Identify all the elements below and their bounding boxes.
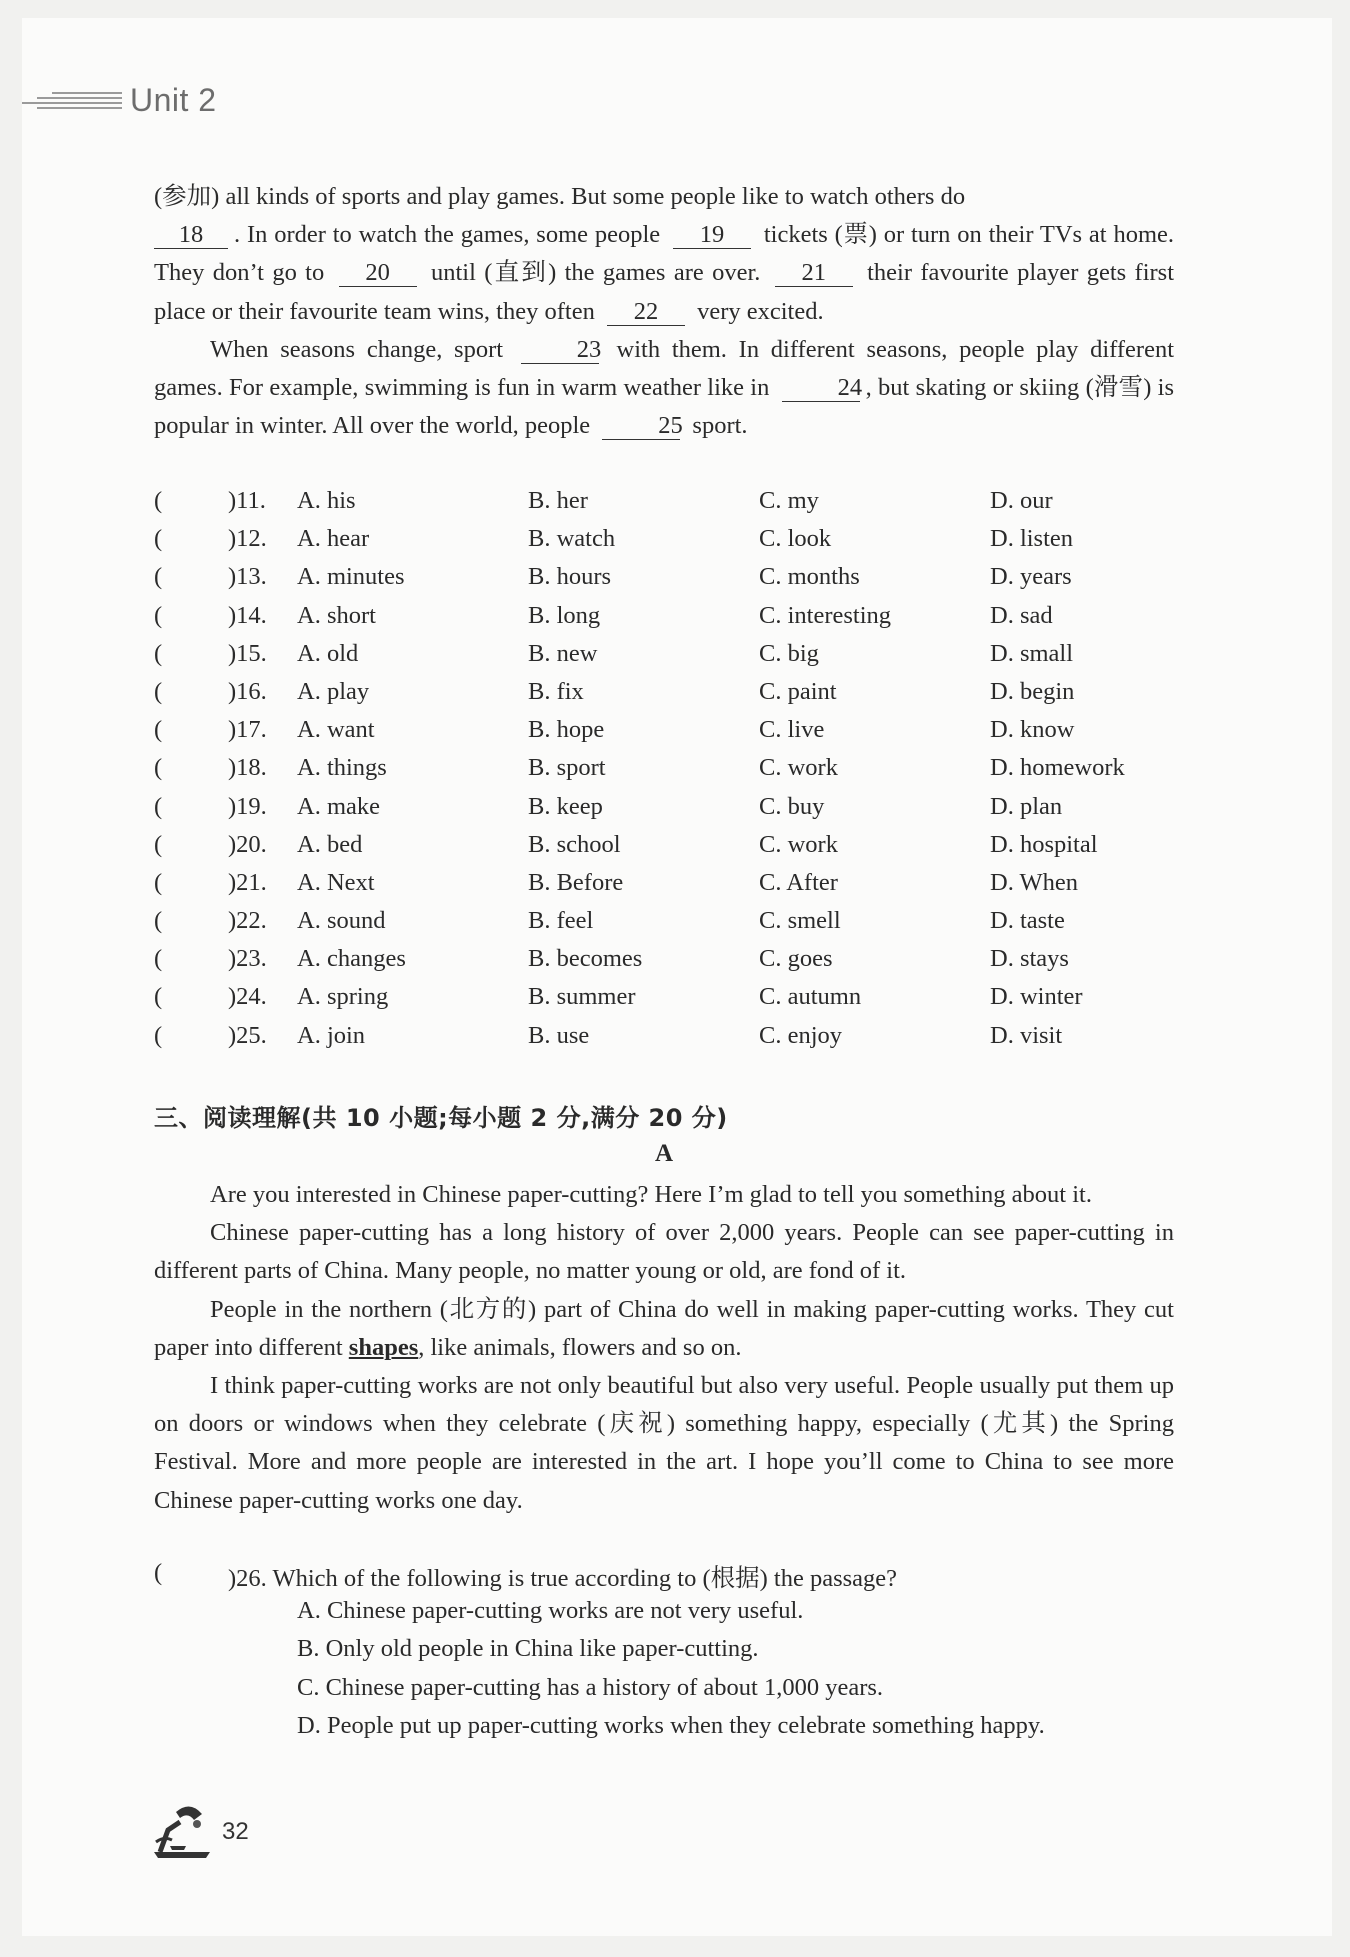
choice-text: D. People put up paper-cutting works when they celebrate something happy.: [297, 1711, 1045, 1739]
reading-paragraph-4: I think paper-cutting works are not only beautiful but also very useful. People usually put them up on doors or windows when they celebrate (庆祝) something happy, especially (尤其) the Spring Festival. More and more people are interested in the art. I hope you’ll come to China to see more Chinese paper-cutting works one day.: [154, 1372, 1174, 1514]
option-b[interactable]: B. keep: [528, 792, 603, 820]
option-d[interactable]: D. visit: [990, 1021, 1063, 1049]
option-b[interactable]: B. watch: [528, 525, 616, 553]
option-d[interactable]: D. taste: [990, 907, 1065, 935]
blank-25[interactable]: 25: [602, 413, 680, 440]
text-span: with them. In different seasons, people play different games. For example, swimming is fun in warm weather like in: [154, 335, 1174, 402]
option-a[interactable]: A. bed: [297, 830, 363, 858]
question-number: )15.: [228, 639, 267, 667]
option-c[interactable]: C. big: [759, 639, 819, 667]
question-row: [154, 981, 1174, 1019]
option-a[interactable]: A. make: [297, 792, 380, 820]
text-span: tickets (票) or turn on their TVs at home. They don’t go to: [154, 221, 1175, 287]
question-row: [154, 561, 1174, 599]
option-a[interactable]: A. old: [297, 639, 359, 667]
cloze-passage: [154, 178, 1174, 445]
option-c[interactable]: C. work: [759, 830, 838, 858]
option-a[interactable]: A. play: [297, 677, 370, 705]
option-c[interactable]: C. After: [759, 868, 838, 896]
option-b[interactable]: B. hours: [528, 563, 612, 591]
text-span: , like animals, flowers and so on.: [418, 1333, 742, 1361]
question-number: )22.: [228, 907, 267, 935]
option-c[interactable]: C. smell: [759, 907, 841, 935]
question-number: )11.: [228, 487, 266, 514]
question-number: )25.: [228, 1021, 267, 1049]
option-d[interactable]: D. begin: [990, 677, 1075, 705]
header-lines-decoration: [22, 90, 122, 114]
option-d[interactable]: D. small: [990, 639, 1074, 667]
option-b[interactable]: B. summer: [528, 983, 636, 1011]
option-b[interactable]: B. hope: [528, 716, 605, 744]
text-span: . In order to watch the games, some people: [234, 221, 661, 249]
choice-d[interactable]: [154, 1710, 1174, 1748]
blank-18[interactable]: 18: [154, 222, 228, 249]
option-d[interactable]: D. hospital: [990, 830, 1098, 858]
answer-paren[interactable]: (: [154, 983, 163, 1011]
text-span: , but skating or skiing (滑雪) is popular in winter. All over the world, people: [154, 374, 1175, 440]
answer-paren[interactable]: (: [154, 563, 163, 591]
question-26: [154, 1557, 1174, 1748]
option-b[interactable]: B. becomes: [528, 945, 643, 973]
option-b[interactable]: B. her: [528, 487, 588, 514]
underlined-word: shapes: [348, 1333, 419, 1361]
question-number: )24.: [228, 983, 267, 1011]
answer-paren[interactable]: (: [154, 907, 163, 935]
passage-label: A: [654, 1140, 674, 1167]
question-number: )13.: [228, 563, 267, 591]
option-c[interactable]: C. paint: [759, 677, 837, 705]
option-b[interactable]: B. use: [528, 1021, 590, 1049]
option-b[interactable]: B. school: [528, 830, 621, 858]
page-footer: [150, 1800, 310, 1860]
choice-b[interactable]: [154, 1633, 1174, 1671]
reading-paragraph-1: Are you interested in Chinese paper-cutting? Here I’m glad to tell you something about it.: [210, 1181, 1092, 1208]
blank-19[interactable]: 19: [673, 222, 751, 249]
option-c[interactable]: C. months: [759, 563, 860, 591]
question-row: [154, 523, 1174, 561]
question-number: )17.: [228, 716, 267, 744]
question-stem: )26. Which of the following is true according to (根据) the passage?: [228, 1565, 898, 1592]
option-a[interactable]: A. his: [297, 487, 356, 514]
option-c[interactable]: C. buy: [759, 792, 825, 820]
option-a[interactable]: A. join: [297, 1021, 366, 1049]
option-d[interactable]: D. winter: [990, 983, 1083, 1011]
answer-paren[interactable]: (: [154, 830, 163, 858]
option-b[interactable]: B. long: [528, 601, 601, 629]
question-row: [154, 1557, 1174, 1595]
question-row: [154, 905, 1174, 943]
answer-paren[interactable]: (: [154, 677, 163, 705]
text-span: (参加) all kinds of sports and play games. But some people like to watch others do: [154, 183, 966, 210]
text-span: very excited.: [697, 297, 824, 325]
option-a[interactable]: A. sound: [297, 907, 386, 935]
question-row: [154, 752, 1174, 790]
option-a[interactable]: A. Next: [297, 868, 375, 896]
question-row: [154, 1020, 1174, 1058]
option-a[interactable]: A. minutes: [297, 563, 405, 591]
reading-paragraph-3: [154, 1291, 1174, 1367]
section-heading: 三、阅读理解(共 10 小题;每小题 2 分,满分 20 分): [154, 1104, 728, 1132]
option-b[interactable]: B. feel: [528, 907, 594, 935]
question-number: )20.: [228, 830, 267, 858]
option-d[interactable]: D. years: [990, 563, 1072, 591]
choice-text: C. Chinese paper-cutting has a history of about 1,000 years.: [297, 1673, 884, 1701]
text-span: When seasons change, sport: [210, 335, 504, 363]
option-d[interactable]: D. listen: [990, 525, 1074, 553]
option-c[interactable]: C. my: [759, 487, 819, 514]
blank-21[interactable]: 21: [775, 260, 853, 287]
answer-paren[interactable]: (: [154, 945, 163, 973]
question-row: [154, 829, 1174, 867]
question-number: )16.: [228, 677, 267, 705]
option-d[interactable]: D. know: [990, 716, 1075, 744]
choice-c[interactable]: [154, 1672, 1174, 1710]
options-list: [154, 485, 1174, 1058]
question-row: [154, 791, 1174, 829]
option-b[interactable]: B. Before: [528, 868, 624, 896]
option-a[interactable]: A. want: [297, 716, 375, 744]
question-number: )12.: [228, 525, 267, 553]
question-row: [154, 943, 1174, 981]
question-number: )18.: [228, 754, 267, 782]
option-a[interactable]: A. hear: [297, 525, 370, 553]
option-a[interactable]: A. short: [297, 601, 376, 629]
option-a[interactable]: A. spring: [297, 983, 389, 1011]
option-c[interactable]: C. autumn: [759, 983, 862, 1011]
unit-header: [22, 82, 242, 122]
text-span: their favourite player gets first place or their favourite team wins, they often: [154, 259, 1174, 325]
option-c[interactable]: C. enjoy: [759, 1021, 843, 1049]
question-row: [154, 485, 1174, 523]
text-span: sport.: [692, 412, 748, 440]
answer-paren[interactable]: (: [154, 754, 163, 782]
option-b[interactable]: B. fix: [528, 677, 584, 705]
answer-paren[interactable]: (: [154, 601, 163, 629]
answer-paren[interactable]: (: [154, 1021, 163, 1049]
option-c[interactable]: C. look: [759, 525, 832, 553]
option-d[interactable]: D. our: [990, 487, 1053, 514]
option-a[interactable]: A. things: [297, 754, 387, 782]
option-b[interactable]: B. new: [528, 639, 598, 667]
option-d[interactable]: D. When: [990, 868, 1078, 896]
choice-text: A. Chinese paper-cutting works are not very useful.: [297, 1597, 804, 1625]
text-span: People in the northern (北方的) part of China do well in making paper-cutting works. They cut paper into different: [154, 1295, 1174, 1361]
cloze-paragraph-1: [154, 178, 1174, 331]
reading-passage: [154, 1176, 1174, 1520]
desk-lamp-icon: [150, 1800, 214, 1860]
cloze-paragraph-2: [154, 331, 1174, 446]
option-c[interactable]: C. goes: [759, 945, 833, 973]
question-row: [154, 676, 1174, 714]
question-number: )23.: [228, 945, 267, 973]
answer-paren[interactable]: (: [154, 792, 163, 820]
blank-22[interactable]: 22: [607, 299, 685, 326]
choice-a[interactable]: [154, 1595, 1174, 1633]
option-b[interactable]: B. sport: [528, 754, 606, 782]
question-row: [154, 638, 1174, 676]
page-number: 32: [222, 1818, 249, 1845]
option-a[interactable]: A. changes: [297, 945, 406, 973]
choice-text: B. Only old people in China like paper-cutting.: [297, 1635, 759, 1663]
answer-paren[interactable]: (: [154, 525, 163, 553]
answer-paren[interactable]: (: [154, 716, 163, 744]
option-c[interactable]: C. live: [759, 716, 825, 744]
option-d[interactable]: D. stays: [990, 945, 1069, 973]
blank-24[interactable]: 24: [782, 375, 860, 402]
unit-title: Unit 2: [130, 82, 217, 118]
answer-paren[interactable]: (: [154, 1559, 163, 1586]
reading-paragraph-2: Chinese paper-cutting has a long history of over 2,000 years. People can see paper-cutting in different parts of China. Many people, no matter young or old, are fond of it.: [154, 1219, 1174, 1285]
answer-paren[interactable]: (: [154, 639, 163, 667]
blank-20[interactable]: 20: [339, 260, 417, 287]
text-span: until (直到) the games are over.: [430, 259, 761, 287]
question-number: )14.: [228, 601, 267, 629]
option-c[interactable]: C. interesting: [759, 601, 892, 629]
question-row: [154, 714, 1174, 752]
option-d[interactable]: D. plan: [990, 792, 1063, 820]
question-number: )21.: [228, 868, 267, 896]
question-row: [154, 600, 1174, 638]
question-number: )19.: [228, 792, 267, 820]
question-row: [154, 867, 1174, 905]
answer-paren[interactable]: (: [154, 868, 163, 896]
option-d[interactable]: D. homework: [990, 754, 1125, 782]
blank-23[interactable]: 23: [521, 337, 599, 364]
answer-paren[interactable]: (: [154, 487, 163, 514]
option-c[interactable]: C. work: [759, 754, 838, 782]
option-d[interactable]: D. sad: [990, 601, 1053, 629]
